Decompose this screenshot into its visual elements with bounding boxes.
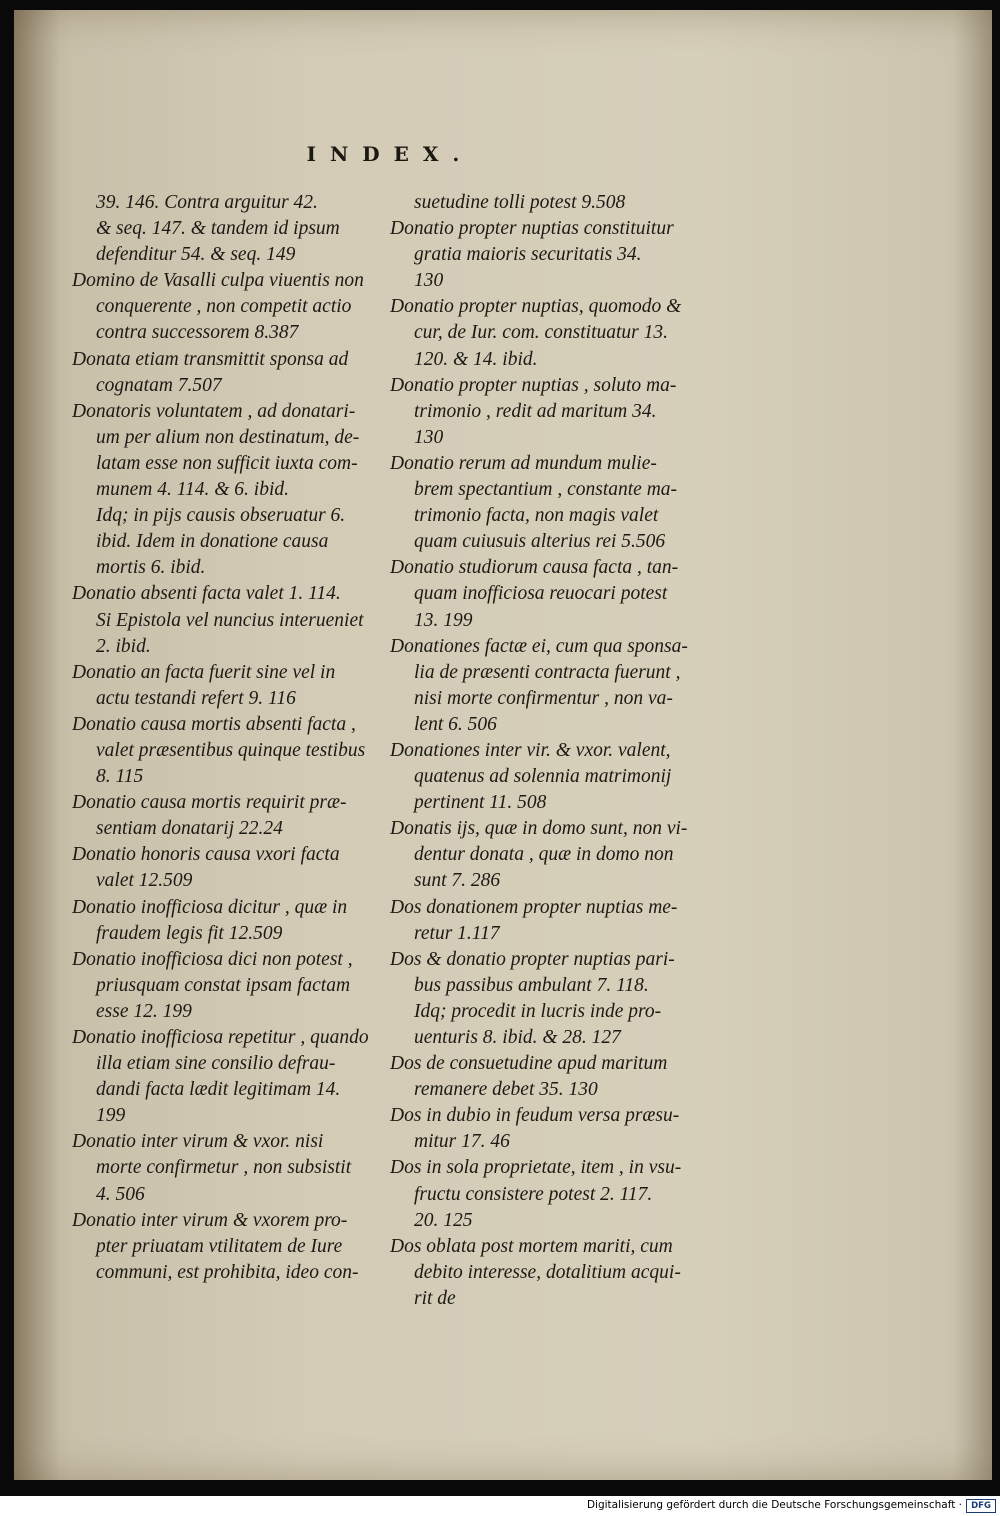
index-entry-continuation: ibid. Idem in donatione causa: [96, 531, 329, 553]
index-entry-continuation: valet 12.509: [96, 870, 193, 892]
index-entry-heading: Donatio studiorum causa facta , tan-: [390, 557, 679, 579]
index-entry-continuation: 20. 125: [414, 1209, 473, 1231]
page-gutter-shadow: [14, 10, 60, 1480]
index-entry-continuation: debito interesse, dotalitium acqui-: [414, 1261, 681, 1283]
index-entry-heading: Donatio causa mortis requirit præ-: [72, 792, 347, 814]
index-entry-continuation: priusquam constat ipsam factam: [96, 974, 351, 996]
index-entry-continuation: conquerente , non competit actio: [96, 296, 352, 318]
index-entry-continuation: esse 12. 199: [96, 1000, 192, 1022]
digitization-footer: [0, 1496, 1000, 1516]
dfg-logo: DFG: [966, 1499, 996, 1513]
index-entry-heading: Donationes inter vir. & vxor. valent,: [390, 739, 671, 761]
index-entry-continuation: latam esse non sufficit iuxta com-: [96, 452, 358, 474]
index-entry-continuation: 4. 506: [96, 1183, 145, 1205]
index-entry-continuation: fructu consistere potest 2. 117.: [414, 1183, 653, 1205]
index-entry-continuation: morte confirmetur , non subsistit: [96, 1157, 352, 1179]
index-entry-heading: Dos de consuetudine apud maritum: [390, 1053, 668, 1075]
index-entry-continuation: retur 1.117: [414, 922, 500, 944]
index-entry-continuation: mortis 6. ibid.: [96, 557, 206, 579]
index-entry-continuation: 120. & 14. ibid.: [414, 348, 538, 370]
index-entry-continuation: lia de præsenti contracta fuerunt ,: [414, 661, 681, 683]
index-entry-heading: Donatio honoris causa vxori facta: [72, 844, 340, 866]
index-entry-heading: Donatis ijs, quæ in domo sunt, non vi-: [390, 818, 688, 840]
index-entry-heading: Donatio propter nuptias, quomodo &: [390, 296, 682, 318]
index-entry-heading: Donatio propter nuptias , soluto ma-: [390, 374, 677, 396]
index-entry-heading: Donatoris voluntatem , ad donatari-: [72, 400, 356, 422]
index-entry-continuation: remanere debet 35. 130: [414, 1079, 598, 1101]
index-entry-continuation: & seq. 147. & tandem id ipsum: [96, 218, 340, 240]
index-entry-heading: Donatio inofficiosa dici non potest ,: [72, 948, 353, 970]
index-entry-continuation: 130: [414, 270, 444, 292]
index-entry-heading: Donatio rerum ad mundum mulie-: [390, 452, 657, 474]
index-entry-continuation: nisi morte confirmentur , non va-: [414, 687, 673, 709]
index-entry-continuation: sentiam donatarij 22.24: [96, 818, 283, 840]
index-entry-continuation: quam cuiusuis alterius rei 5.506: [414, 531, 666, 553]
index-entry-heading: Donatio inter virum & vxorem pro-: [72, 1209, 348, 1231]
index-entry-heading: Dos & donatio propter nuptias pari-: [390, 948, 675, 970]
index-entry-continuation: valet præsentibus quinque testibus: [96, 739, 366, 761]
index-entry-continuation: illa etiam sine consilio defrau-: [96, 1053, 336, 1075]
index-entry-continuation: pertinent 11. 508: [414, 792, 547, 814]
index-entry-continuation: sunt 7. 286: [414, 870, 501, 892]
index-entry-continuation: cur, de Iur. com. constituatur 13.: [414, 322, 669, 344]
index-entry-continuation: dandi facta lædit legitimam 14.: [96, 1079, 341, 1101]
index-entry-heading: Dos oblata post mortem mariti, cum: [390, 1235, 673, 1257]
index-entry-continuation: communi, est prohibita, ideo con-: [96, 1261, 359, 1283]
index-entry-heading: Domino de Vasalli culpa viuentis non: [72, 270, 364, 292]
index-entry-continuation: brem spectantium , constante ma-: [414, 479, 678, 501]
index-entry-continuation: Idq; in pijs causis obseruatur 6.: [96, 505, 346, 527]
index-entry-continuation: bus passibus ambulant 7. 118.: [414, 974, 649, 996]
index-entry-continuation: fraudem legis fit 12.509: [96, 922, 283, 944]
index-entry-heading: Donationes factæ ei, cum qua sponsa-: [390, 635, 688, 657]
index-entry-continuation: gratia maioris securitatis 34.: [414, 244, 642, 266]
funding-credit: Digitalisierung gefördert durch die Deutsche Forschungsgemeinschaft ·: [586, 1499, 962, 1511]
index-entry-continuation: cognatam 7.507: [96, 374, 222, 396]
index-entry-continuation: 8. 115: [96, 766, 144, 788]
index-entry-continuation: uenturis 8. ibid. & 28. 127: [414, 1027, 621, 1048]
index-entry-continuation: 13. 199: [414, 609, 473, 631]
index-entry-heading: Donatio inter virum & vxor. nisi: [72, 1131, 324, 1153]
index-entry-continuation: contra successorem 8.387: [96, 322, 299, 344]
index-entry-continuation: trimonio facta, non magis valet: [414, 505, 659, 527]
index-entry-continuation: 39. 146. Contra arguitur 42.: [96, 192, 318, 213]
index-entry-continuation: pter priuatam vtilitatem de Iure: [96, 1235, 343, 1257]
index-entry-continuation: lent 6. 506: [414, 713, 497, 735]
index-entry-heading: Donata etiam transmittit sponsa ad: [72, 348, 349, 370]
index-entry-continuation: Si Epistola vel nuncius interueniet: [96, 609, 364, 631]
index-column-left: [72, 190, 384, 1286]
index-entry-continuation: defenditur 54. & seq. 149: [96, 244, 296, 266]
index-entry-heading: Donatio inofficiosa dicitur , quæ in: [72, 896, 348, 918]
index-entry-heading: Donatio propter nuptias constituitur: [390, 218, 674, 240]
index-entry-heading: Dos in sola proprietate, item , in vsu-: [390, 1157, 682, 1179]
index-entry-continuation: trimonio , redit ad maritum 34.: [414, 400, 657, 422]
index-entry-heading: Dos donationem propter nuptias me-: [390, 896, 678, 918]
index-entry-continuation: suetudine tolli potest 9.508: [414, 192, 626, 213]
index-entry-continuation: mitur 17. 46: [414, 1131, 510, 1153]
index-entry-continuation: um per alium non destinatum, de-: [96, 426, 360, 448]
index-entry-heading: Donatio inofficiosa repetitur , quando: [72, 1027, 369, 1048]
index-entry-continuation: quam inofficiosa reuocari potest: [414, 583, 668, 605]
index-column-right: [390, 190, 702, 1312]
index-entry-continuation: munem 4. 114. & 6. ibid.: [96, 479, 290, 501]
index-entry-heading: Donatio an facta fuerit sine vel in: [72, 661, 336, 683]
index-entry-heading: Dos in dubio in feudum versa præsu-: [390, 1105, 680, 1127]
index-entry-continuation: Idq; procedit in lucris inde pro-: [414, 1000, 662, 1022]
index-entry-continuation: actu testandi refert 9. 116: [96, 687, 296, 709]
index-entry-continuation: 2. ibid.: [96, 635, 151, 657]
index-entry-continuation: quatenus ad solennia matrimonij: [414, 766, 672, 788]
index-entry-continuation: rit de: [414, 1287, 456, 1309]
index-entry-continuation: dentur donata , quæ in domo non: [414, 844, 674, 866]
index-entry-continuation: 199: [96, 1105, 126, 1127]
running-title: INDEX.: [306, 142, 474, 166]
index-entry-continuation: 130: [414, 426, 444, 448]
index-entry-heading: Donatio causa mortis absenti facta ,: [72, 713, 356, 735]
index-entry-heading: Donatio absenti facta valet 1. 114.: [72, 583, 341, 605]
